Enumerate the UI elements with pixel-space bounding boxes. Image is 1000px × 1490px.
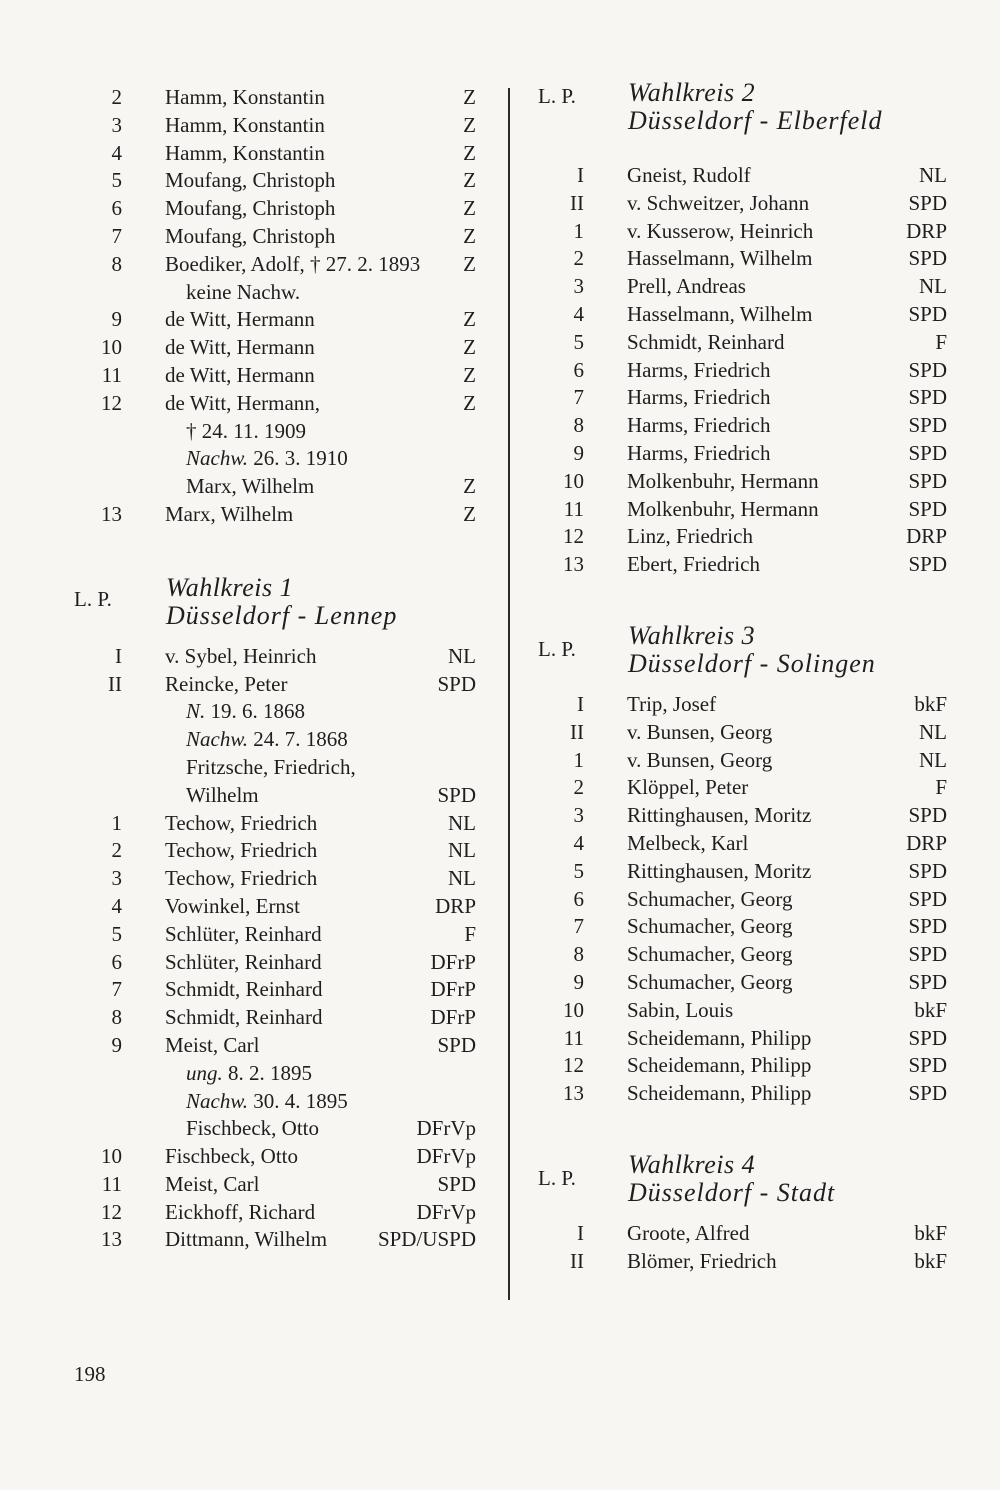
list-item-number: II — [570, 719, 584, 744]
list-item — [60, 418, 490, 446]
list-item-name: Moufang, Christoph — [165, 223, 336, 248]
list-item — [60, 390, 490, 418]
list-item-number: II — [570, 1248, 584, 1273]
list-item-name: Nachw. 30. 4. 1895 — [186, 1088, 348, 1113]
list-item-party: bkF — [914, 997, 947, 1022]
list-item — [60, 949, 490, 977]
page-number: 198 — [74, 1362, 106, 1386]
right-column — [522, 78, 947, 1276]
list-item-number: 6 — [111, 949, 122, 974]
list-item — [60, 1171, 490, 1199]
list-item-party: Z — [463, 335, 476, 360]
list-item — [60, 837, 490, 865]
section-spacer — [522, 1108, 947, 1150]
list-item-party: SPD — [908, 1081, 947, 1106]
list-item-party: SPD — [908, 468, 947, 493]
list-item-number: 3 — [111, 112, 122, 137]
list-item-party: SPD — [908, 803, 947, 828]
list-item-name: Schumacher, Georg — [627, 942, 793, 967]
list-item-number: 3 — [573, 274, 584, 299]
list-item-party: Z — [463, 307, 476, 332]
list-item-party: Z — [463, 501, 476, 526]
list-item-number: 5 — [111, 168, 122, 193]
list-item — [60, 279, 490, 307]
list-item-name: Schlüter, Reinhard — [165, 921, 322, 946]
list-item — [522, 523, 947, 551]
list-item-party: NL — [919, 719, 947, 744]
list-item-party: F — [935, 329, 947, 354]
section-title: Wahlkreis 3 — [628, 620, 756, 650]
list-item — [522, 329, 947, 357]
list-item-name: Scheidemann, Philipp — [627, 1053, 812, 1078]
list-item — [522, 218, 947, 246]
list-item-name: de Witt, Hermann — [165, 362, 315, 387]
list-item-number: 12 — [101, 390, 122, 415]
list-item-name: Klöppel, Peter — [627, 775, 749, 800]
list-item — [522, 913, 947, 941]
section-subtitle: Düsseldorf - Elberfeld — [628, 106, 883, 135]
list-item — [60, 167, 490, 195]
list-item — [60, 643, 490, 671]
list-item-party: SPD — [908, 496, 947, 521]
list-item — [60, 334, 490, 362]
list-item-name: Melbeck, Karl — [627, 830, 749, 855]
list-item-name: Fischbeck, Otto — [165, 1144, 298, 1169]
section-title: Wahlkreis 2 — [628, 78, 756, 107]
list-item — [522, 997, 947, 1025]
list-item — [522, 802, 947, 830]
list-item-name: Boediker, Adolf, † 27. 2. 1893 — [165, 251, 421, 276]
list-item-name: Reincke, Peter — [165, 671, 288, 696]
list-item — [60, 782, 490, 810]
list-item — [60, 112, 490, 140]
list-item — [60, 1143, 490, 1171]
list-item-name: Wilhelm — [186, 782, 259, 807]
list-item — [60, 1060, 490, 1088]
list-item-number: 9 — [573, 440, 584, 465]
list-item-party: DRP — [906, 524, 947, 549]
list-item — [522, 719, 947, 747]
list-item-number: 5 — [111, 921, 122, 946]
list-item-party: SPD — [908, 246, 947, 271]
list-item — [60, 1115, 490, 1143]
list-item-name: Schlüter, Reinhard — [165, 949, 322, 974]
list-item — [522, 747, 947, 775]
list-item — [60, 223, 490, 251]
list-item-number: 1 — [573, 218, 584, 243]
list-item-name: Vowinkel, Ernst — [165, 893, 300, 918]
list-item-name: de Witt, Hermann, — [165, 390, 321, 415]
list-item-number: 13 — [563, 552, 584, 577]
column-divider — [508, 88, 510, 1300]
list-item-number: 11 — [101, 362, 122, 387]
list-item-name: Trip, Josef — [627, 691, 717, 716]
list-item-name: Nachw. 26. 3. 1910 — [186, 446, 348, 471]
list-item-party: NL — [448, 643, 476, 668]
list-item-number: I — [577, 691, 584, 716]
list-item-party: SPD — [437, 1032, 476, 1057]
list-item-number: 8 — [573, 942, 584, 967]
list-item-party: NL — [448, 838, 476, 863]
list-item — [60, 810, 490, 838]
wahlkreis-4-list — [522, 1220, 947, 1276]
list-item-number: 2 — [573, 775, 584, 800]
section-subtitle: Düsseldorf - Lennep — [166, 600, 398, 630]
list-item — [522, 273, 947, 301]
list-item-number: 7 — [573, 914, 584, 939]
list-item-name: Techow, Friedrich — [165, 810, 318, 835]
list-item-party: NL — [919, 274, 947, 299]
list-item-name: Scheidemann, Philipp — [627, 1025, 812, 1050]
list-item — [60, 84, 490, 112]
left-column — [60, 84, 490, 1254]
list-item-party: SPD — [437, 1171, 476, 1196]
list-item-party: SPD — [908, 301, 947, 326]
list-item-party: Z — [463, 140, 476, 165]
list-item-party: DRP — [435, 893, 476, 918]
list-item-name: de Witt, Hermann — [165, 335, 315, 360]
list-item-party: DFrP — [430, 1005, 476, 1030]
list-item-name: v. Bunsen, Georg — [627, 747, 773, 772]
list-item — [522, 551, 947, 579]
section-header-wahlkreis-1 — [60, 573, 490, 635]
list-item-number: 5 — [573, 858, 584, 883]
list-item — [60, 251, 490, 279]
list-item-name: Harms, Friedrich — [627, 385, 771, 410]
list-item-party: Z — [463, 168, 476, 193]
list-item — [60, 306, 490, 334]
list-item-name: Moufang, Christoph — [165, 168, 336, 193]
list-item — [522, 1248, 947, 1276]
section-header-wahlkreis-4 — [522, 1150, 947, 1212]
list-item-number: 2 — [111, 838, 122, 863]
list-item-name: Molkenbuhr, Hermann — [627, 468, 819, 493]
list-item-name: Ebert, Friedrich — [627, 552, 760, 577]
list-item-party: SPD — [908, 190, 947, 215]
list-item-party: bkF — [914, 1248, 947, 1273]
list-item — [522, 969, 947, 997]
wahlkreis-3-list — [522, 691, 947, 1108]
list-item — [60, 362, 490, 390]
list-item-party: DFrP — [430, 977, 476, 1002]
lp-label: L. P. — [538, 1165, 576, 1190]
list-item-number: 10 — [101, 335, 122, 360]
list-item-name: Hasselmann, Wilhelm — [627, 301, 813, 326]
list-item-name: Harms, Friedrich — [627, 413, 771, 438]
list-item-party: SPD — [908, 942, 947, 967]
list-item-number: 11 — [563, 1025, 584, 1050]
list-item-number: 12 — [563, 1053, 584, 1078]
list-item — [522, 412, 947, 440]
list-item-name: Blömer, Friedrich — [627, 1248, 777, 1273]
list-item — [60, 671, 490, 699]
list-item — [60, 195, 490, 223]
list-item-name: Schumacher, Georg — [627, 969, 793, 994]
list-item-party: DRP — [906, 218, 947, 243]
list-item-name: v. Sybel, Heinrich — [165, 643, 317, 668]
list-item — [60, 754, 490, 782]
list-item-name: v. Schweitzer, Johann — [627, 190, 810, 215]
list-item-number: 10 — [563, 997, 584, 1022]
list-item-party: NL — [448, 810, 476, 835]
list-item-name: Sabin, Louis — [627, 997, 734, 1022]
lp-label: L. P. — [538, 84, 576, 108]
list-item-number: 6 — [111, 196, 122, 221]
list-item — [522, 468, 947, 496]
list-item-party: NL — [919, 747, 947, 772]
list-item-number: 1 — [573, 747, 584, 772]
list-item-number: 11 — [101, 1171, 122, 1196]
list-item-number: 9 — [573, 969, 584, 994]
left-continued-list — [60, 84, 490, 529]
list-item-name: v. Bunsen, Georg — [627, 719, 773, 744]
list-item-party: SPD — [437, 782, 476, 807]
list-item — [60, 1226, 490, 1254]
list-item-number: 9 — [111, 1032, 122, 1057]
list-item-number: 13 — [101, 501, 122, 526]
section-subtitle: Düsseldorf - Stadt — [628, 1177, 836, 1207]
list-item-number: 10 — [563, 468, 584, 493]
list-item-number: I — [115, 643, 122, 668]
list-item-name: Linz, Friedrich — [627, 524, 753, 549]
lp-label: L. P. — [74, 586, 112, 611]
section-spacer — [60, 529, 490, 573]
list-item-number: 13 — [563, 1081, 584, 1106]
list-item — [522, 357, 947, 385]
list-item-number: 10 — [101, 1144, 122, 1169]
list-item-name: Hasselmann, Wilhelm — [627, 246, 813, 271]
list-item-number: 6 — [573, 357, 584, 382]
list-item-name: Schmidt, Reinhard — [627, 329, 785, 354]
list-item-name: keine Nachw. — [186, 279, 301, 304]
list-item-name: Eickhoff, Richard — [165, 1199, 316, 1224]
list-item-name: Rittinghausen, Moritz — [627, 858, 812, 883]
list-item-number: 3 — [111, 866, 122, 891]
list-item-number: 4 — [111, 140, 122, 165]
list-item — [60, 473, 490, 501]
list-item-name: Hamm, Konstantin — [165, 112, 325, 137]
list-item-name: ung. 8. 2. 1895 — [186, 1060, 312, 1085]
list-item — [60, 501, 490, 529]
list-item-number: 2 — [573, 246, 584, 271]
list-item-name: Schmidt, Reinhard — [165, 977, 323, 1002]
list-item-party: DRP — [906, 830, 947, 855]
list-item-number: 6 — [573, 886, 584, 911]
list-item — [522, 301, 947, 329]
list-item-number: 4 — [573, 301, 584, 326]
list-item-name: Meist, Carl — [165, 1171, 260, 1196]
list-item-party: bkF — [914, 691, 947, 716]
list-item-number: 12 — [101, 1199, 122, 1224]
list-item-number: 13 — [101, 1227, 122, 1252]
list-item — [60, 921, 490, 949]
list-item-name: Schmidt, Reinhard — [165, 1005, 323, 1030]
section-header-wahlkreis-3 — [522, 621, 947, 683]
list-item-party: SPD — [908, 886, 947, 911]
list-item-party: NL — [919, 163, 947, 187]
list-item-name: Techow, Friedrich — [165, 838, 318, 863]
list-item-name: Meist, Carl — [165, 1032, 260, 1057]
list-item-name: Marx, Wilhelm — [165, 501, 294, 526]
list-item-party: SPD — [908, 1053, 947, 1078]
list-item-party: F — [464, 921, 476, 946]
list-item — [60, 1199, 490, 1227]
list-item — [60, 726, 490, 754]
list-item-number: 12 — [563, 524, 584, 549]
list-item — [60, 893, 490, 921]
list-item-number: 4 — [111, 893, 122, 918]
list-item-number: 8 — [573, 413, 584, 438]
list-item-number: II — [570, 190, 584, 215]
list-item-party: SPD — [908, 969, 947, 994]
list-item-party: Z — [463, 112, 476, 137]
list-item-party: DFrP — [430, 949, 476, 974]
list-item-party: Z — [463, 223, 476, 248]
list-item-name: Dittmann, Wilhelm — [165, 1227, 328, 1252]
list-item-name: Marx, Wilhelm — [186, 474, 315, 499]
list-item — [60, 698, 490, 726]
section-spacer — [522, 579, 947, 621]
list-item-party: F — [935, 775, 947, 800]
list-item-name: Nachw. 24. 7. 1868 — [186, 727, 348, 752]
list-item — [522, 858, 947, 886]
list-item — [522, 384, 947, 412]
list-item-party: SPD — [908, 440, 947, 465]
list-item — [60, 1088, 490, 1116]
list-item-party: DFrVp — [416, 1199, 476, 1224]
list-item-number: 7 — [573, 385, 584, 410]
wahlkreis-1-list — [60, 643, 490, 1255]
list-item — [60, 1004, 490, 1032]
list-item-name: Scheidemann, Philipp — [627, 1081, 812, 1106]
list-item-name: Hamm, Konstantin — [165, 85, 325, 109]
section-title: Wahlkreis 1 — [166, 572, 294, 602]
list-item-party: SPD — [908, 357, 947, 382]
list-item-party: SPD — [908, 1025, 947, 1050]
list-item-name: Gneist, Rudolf — [627, 163, 751, 187]
list-item-number: 7 — [111, 977, 122, 1002]
list-item-number: 11 — [563, 496, 584, 521]
list-item-name: de Witt, Hermann — [165, 307, 315, 332]
list-item-name: Harms, Friedrich — [627, 357, 771, 382]
list-item-name: Harms, Friedrich — [627, 440, 771, 465]
list-item — [60, 445, 490, 473]
list-item-number: 1 — [111, 810, 122, 835]
section-header-wahlkreis-2 — [522, 78, 947, 146]
list-item-party: bkF — [914, 1220, 947, 1245]
list-item-number: 8 — [111, 1005, 122, 1030]
list-item-number: 8 — [111, 251, 122, 276]
list-item-name: Techow, Friedrich — [165, 866, 318, 891]
list-item-number: 4 — [573, 830, 584, 855]
list-item — [522, 496, 947, 524]
list-item — [60, 976, 490, 1004]
list-item — [522, 245, 947, 273]
list-item-party: SPD/USPD — [377, 1227, 476, 1252]
list-item-name: Fischbeck, Otto — [186, 1116, 319, 1141]
list-item-party: NL — [448, 866, 476, 891]
list-item-number: II — [108, 671, 122, 696]
list-item-number: I — [577, 1220, 584, 1245]
list-item-name: Molkenbuhr, Hermann — [627, 496, 819, 521]
list-item — [522, 1080, 947, 1108]
list-item-name: Groote, Alfred — [627, 1220, 750, 1245]
list-item-name: Prell, Andreas — [627, 274, 746, 299]
list-item-name: v. Kusserow, Heinrich — [627, 218, 814, 243]
list-item-name: Schumacher, Georg — [627, 914, 793, 939]
list-item — [522, 774, 947, 802]
list-item-name: N. 19. 6. 1868 — [186, 699, 306, 724]
list-item-name: Hamm, Konstantin — [165, 140, 325, 165]
list-item-number: I — [577, 163, 584, 187]
list-item-name: Fritzsche, Friedrich, — [186, 754, 356, 779]
list-item-party: SPD — [437, 671, 476, 696]
section-title: Wahlkreis 4 — [628, 1149, 756, 1179]
list-item-party: DFrVp — [416, 1116, 476, 1141]
list-item-name: Rittinghausen, Moritz — [627, 803, 812, 828]
list-item — [522, 830, 947, 858]
list-item-name: † 24. 11. 1909 — [186, 418, 306, 443]
list-item — [60, 140, 490, 168]
lp-label: L. P. — [538, 636, 576, 661]
list-item — [522, 162, 947, 190]
list-item-number: 7 — [111, 223, 122, 248]
list-item — [522, 1052, 947, 1080]
list-item — [522, 941, 947, 969]
list-item-name: Moufang, Christoph — [165, 196, 336, 221]
list-item — [60, 1032, 490, 1060]
list-item-party: Z — [463, 251, 476, 276]
list-item-number: 9 — [111, 307, 122, 332]
list-item — [60, 865, 490, 893]
list-item-party: SPD — [908, 413, 947, 438]
list-item-number: 3 — [573, 803, 584, 828]
section-subtitle: Düsseldorf - Solingen — [628, 648, 876, 678]
list-item — [522, 440, 947, 468]
list-item-party: SPD — [908, 858, 947, 883]
list-item — [522, 190, 947, 218]
list-item-party: SPD — [908, 552, 947, 577]
list-item-number: 5 — [573, 329, 584, 354]
list-item — [522, 691, 947, 719]
list-item-party: SPD — [908, 914, 947, 939]
list-item-party: Z — [463, 362, 476, 387]
list-item-party: SPD — [908, 385, 947, 410]
wahlkreis-2-list — [522, 162, 947, 579]
list-item-party: Z — [463, 85, 476, 109]
list-item — [522, 1025, 947, 1053]
list-item-party: Z — [463, 474, 476, 499]
list-item-party: Z — [463, 196, 476, 221]
list-item — [522, 1220, 947, 1248]
list-item-party: Z — [463, 390, 476, 415]
list-item-name: Schumacher, Georg — [627, 886, 793, 911]
list-item — [522, 886, 947, 914]
list-item-number: 2 — [111, 85, 122, 109]
list-item-party: DFrVp — [416, 1144, 476, 1169]
